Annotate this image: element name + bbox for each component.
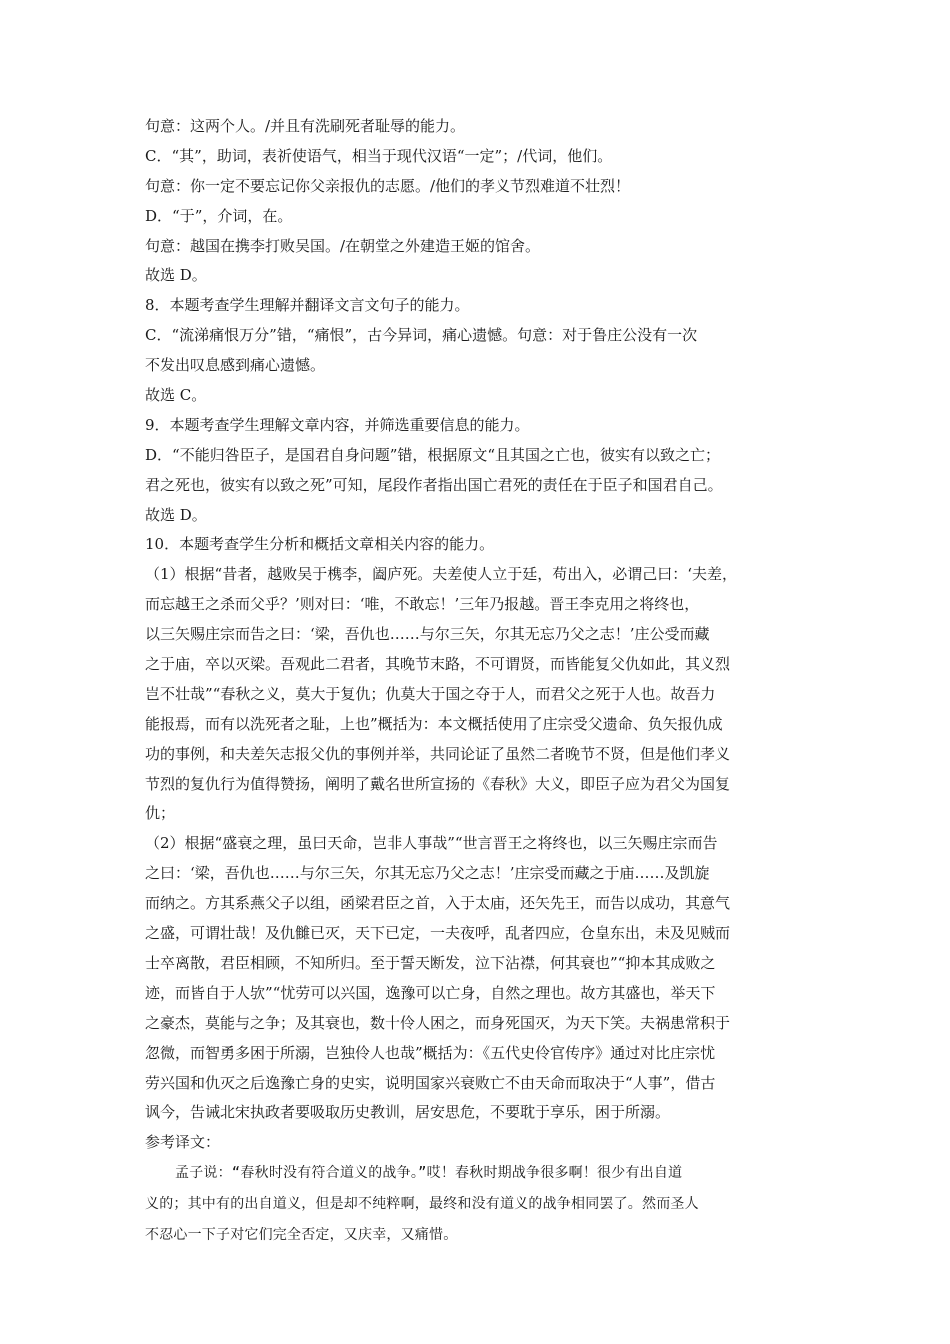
text-line: 故选 D。 bbox=[145, 266, 207, 285]
text-line: （2）根据“盛衰之理，虽曰天命，岂非人事哉”“世言晋王之将终也，以三矢赐庄宗而告 bbox=[145, 834, 718, 853]
text-line: 以三矢赐庄宗而告之曰：‘梁，吾仇也……与尔三矢，尔其无忘乃父之志！’庄公受而藏 bbox=[145, 625, 710, 644]
text-line: 节烈的复仇行为值得赞扬，阐明了戴名世所宣扬的《春秋》大义，即臣子应为君父为国复 bbox=[145, 774, 731, 793]
text-line: 讽今，告诫北宋执政者要吸取历史教训，居安思危，不要耽于享乐，困于所溺。 bbox=[145, 1103, 671, 1122]
text-line: 句意：越国在携李打败吴国。/在朝堂之外建造王姬的馆舍。 bbox=[145, 236, 541, 255]
text-line: 而纳之。方其系燕父子以组，函梁君臣之首，入于太庙，还矢先王，而告以成功，其意气 bbox=[145, 894, 731, 913]
text-line: 功的事例，和夫差矢志报父仇的事例并举，共同论证了虽然二者晚节不贤，但是他们孝义 bbox=[145, 744, 731, 763]
question-9-heading: 9．本题考查学生理解文章内容，并筛选重要信息的能力。 bbox=[145, 415, 530, 434]
text-line: 之曰：‘梁，吾仇也……与尔三矢，尔其无忘乃父之志！’庄宗受而藏之于庙……及凯旋 bbox=[145, 864, 710, 883]
text-line: （1）根据“昔者，越败吴于槜李，阖庐死。夫差使人立于廷，苟出入，必谓己曰：‘夫差， bbox=[145, 565, 737, 584]
reference-translation bbox=[145, 1158, 810, 1251]
text-line: 不发出叹息感到痛心遗憾。 bbox=[145, 356, 326, 375]
text-line: 而忘越王之杀而父乎？’则对曰：‘唯，不敢忘！’三年乃报越。晋王李克用之将终也， bbox=[145, 595, 700, 614]
answer-explanation bbox=[145, 112, 810, 1158]
text-line: D．“不能归咎臣子，是国君自身问题”错，根据原文“且其国之亡也，彼实有以致之亡； bbox=[145, 445, 721, 464]
question-8-heading: 8．本题考查学生理解并翻译文言文句子的能力。 bbox=[145, 296, 470, 315]
text-line: 岂不壮哉”“春秋之义，莫大于复仇；仇莫大于国之夺于人，而君父之死于人也。故吾力 bbox=[145, 684, 716, 703]
translation-line: 义的；其中有的出自道义，但是却不纯粹啊，最终和没有道义的战争相同罢了。然而圣人 bbox=[145, 1196, 699, 1213]
text-line: 句意：你一定不要忘记你父亲报仇的志愿。/他们的孝义节烈难道不壮烈！ bbox=[145, 176, 631, 195]
translation-line: 孟子说：“春秋时没有符合道义的战争。”哎！春秋时期战争很多啊！很少有出自道 bbox=[175, 1165, 683, 1182]
text-line: D．“于”，介词，在。 bbox=[145, 206, 293, 225]
text-line: 故选 D。 bbox=[145, 505, 207, 524]
question-10-heading: 10．本题考查学生分析和概括文章相关内容的能力。 bbox=[145, 535, 495, 554]
text-line: 故选 C。 bbox=[145, 386, 207, 405]
reference-translation-heading: 参考译文： bbox=[145, 1133, 221, 1152]
text-line: 劳兴国和仇灭之后逸豫亡身的史实，说明国家兴衰败亡不由天命而取决于“人事”，借古 bbox=[145, 1073, 716, 1092]
text-line: 君之死也，彼实有以致之死”可知，尾段作者指出国亡君死的责任在于臣子和国君自己。 bbox=[145, 475, 723, 494]
text-line: 忽微，而智勇多困于所溺，岂独伶人也哉”概括为：《五代史伶官传序》通过对比庄宗忧 bbox=[145, 1043, 716, 1062]
document-body bbox=[145, 112, 810, 1251]
text-line: 之盛，可谓壮哉！及仇雠已灭，天下已定，一夫夜呼，乱者四应，仓皇东出，未及见贼而 bbox=[145, 924, 731, 943]
text-line: 之于庙，卒以灭梁。吾观此二君者，其晚节末路，不可谓贤，而皆能复父仇如此，其义烈 bbox=[145, 655, 731, 674]
text-line: C．“流涕痛恨万分”错，“痛恨”，古今异词，痛心遗憾。句意：对于鲁庄公没有一次 bbox=[145, 326, 698, 345]
text-line: C．“其”，助词，表祈使语气，相当于现代汉语“一定”；/代词，他们。 bbox=[145, 146, 613, 165]
text-line: 迹，而皆自于人欤”“忧劳可以兴国，逸豫可以亡身，自然之理也。故方其盛也，举天下 bbox=[145, 983, 716, 1002]
text-line: 能报焉，而有以洗死者之耻，上也”概括为：本文概括使用了庄宗受父遗命、负矢报仇成 bbox=[145, 714, 723, 733]
translation-line: 不忍心一下子对它们完全否定，又庆幸，又痛惜。 bbox=[145, 1227, 458, 1244]
text-line: 士卒离散，君臣相顾，不知所归。至于誓天断发，泣下沾襟，何其衰也”“抑本其成败之 bbox=[145, 953, 716, 972]
text-line: 之豪杰，莫能与之争；及其衰也，数十伶人困之，而身死国灭，为天下笑。夫祸患常积于 bbox=[145, 1013, 731, 1032]
text-line: 仇； bbox=[145, 804, 176, 823]
text-line: 句意：这两个人。/并且有洗刷死者耻辱的能力。 bbox=[145, 117, 466, 135]
